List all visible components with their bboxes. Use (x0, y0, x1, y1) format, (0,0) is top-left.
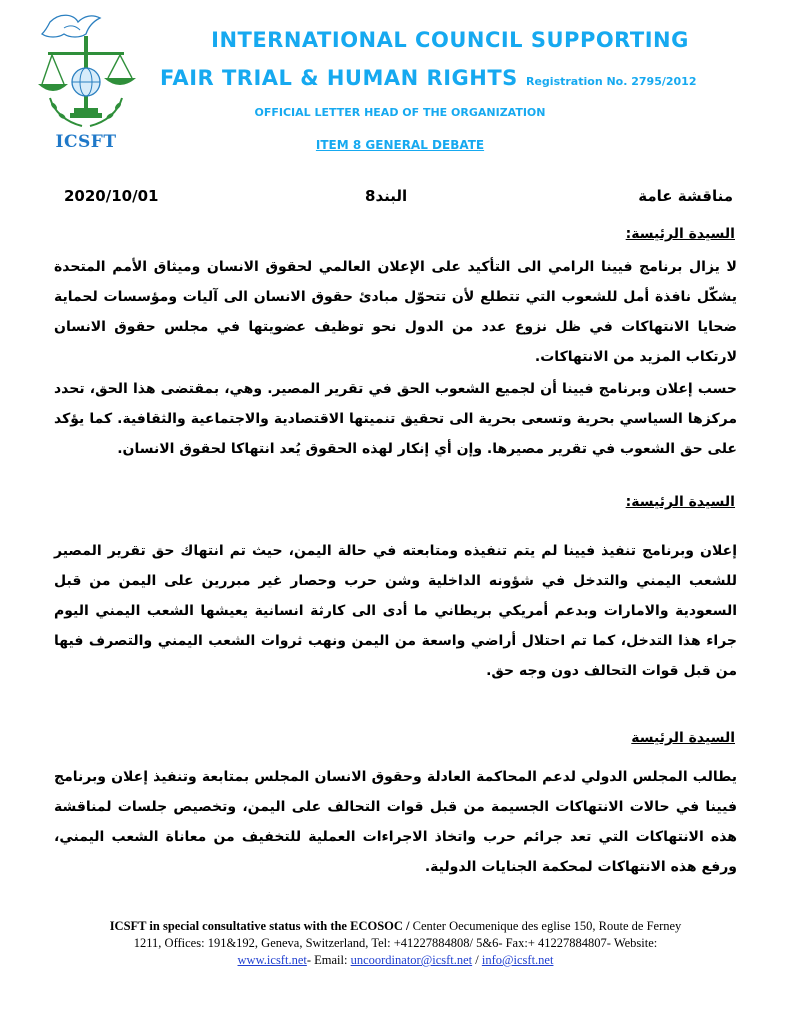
email-link-info[interactable]: info@icsft.net (481, 953, 554, 967)
footer-line2: 1211, Offices: 191&192, Geneva, Switzerland, Tel: +41227884808/ 5&6- Fax:+ 41227884807- Website: (133, 936, 658, 950)
letterhead-footer (40, 918, 751, 969)
email-label: - Email: (306, 953, 351, 967)
registration-number: Registration No. 2795/2012 (526, 75, 697, 88)
section-heading: السيدة الرئيسة (631, 730, 735, 746)
organization-name-line2: FAIR TRIAL & HUMAN RIGHTS (160, 66, 518, 90)
footer-status: ICSFT in special consultative status with the ECOSOC / (109, 919, 410, 933)
section-heading: السيدة الرئيسة: (625, 494, 735, 510)
body-paragraph: حسب إعلان وبرنامج فيينا أن لجميع الشعوب الحق في تقرير المصير. وهي، بمقتضى هذا الحق، تحدد مركزها السياسي بحرية وتسعى بحرية الى تحقيق تنميتها الاقتصادية والاجتماعية والثقافية. كما يؤكد على حق الشعوب في تقرير مصيرها. وإن أي إنكار لهذه الحقوق يُعد انتهاكا لحقوق الانسان. (54, 381, 737, 457)
body-paragraph: إعلان وبرنامج تنفيذ فيينا لم يتم تنفيذه ومتابعته في حالة اليمن، حيث تم انتهاك حق تقرير المصير للشعب اليمني والتدخل في شؤونه الداخلية وشن حرب وحصار غير مبررين على اليمن من قبل السعودية والامارات وبدعم أمريكي بريطاني ما أدى الى كارثة انسانية يعيشها الشعب اليمني اليوم جراء هذا التدخل، كما تم احتلال أراضي واسعة من اليمن ونهب ثروات الشعب اليمني والتصرف فيها من قبل قوات التحالف دون وجه حق. (54, 543, 737, 679)
letterhead-subtitle: OFFICIAL LETTER HEAD OF THE ORGANIZATION (254, 106, 546, 119)
email-separator: / (472, 953, 482, 967)
agenda-item-label: البند8 (365, 187, 408, 205)
body-paragraph: لا يزال برنامج فيينا الرامي الى التأكيد على الإعلان العالمي لحقوق الانسان وميثاق الأمم المتحدة يشكّل نافذة أمل للشعوب التي تتطلع لأن تتحوّل مبادئ حقوق الانسان الى آليات ومؤسسات لحماية ضحايا الانتهاكات في ظل نزوع عدد من الدول نحو توظيف عضويتها في مجلس حقوق الانسان لارتكاب المزيد من الانتهاكات. (54, 259, 737, 365)
section-heading: السيدة الرئيسة: (625, 226, 735, 242)
debate-topic: مناقشة عامة (638, 187, 733, 205)
agenda-item-title: ITEM 8 GENERAL DEBATE (315, 138, 485, 152)
website-link[interactable]: www.icsft.net (237, 953, 307, 967)
organization-logo (30, 8, 142, 156)
document-date: 2020/10/01 (64, 187, 159, 205)
body-paragraph: يطالب المجلس الدولي لدعم المحاكمة العادلة وحقوق الانسان المجلس بمتابعة وتنفيذ إعلان وبرنامج فيينا في حالات الانتهاكات الجسيمة من قبل قوات التحالف على اليمن، وتخصيص جلسات لمناقشة هذه الانتهاكات التي تعد جرائم حرب واتخاذ الاجراءات العملية للتخفيف من معاناة الشعب اليمني، ورفع هذه الانتهاكات لمحكمة الجنايات الدولية. (54, 769, 737, 875)
footer-line1 (40, 918, 751, 935)
footer-address: Center Oecumenique des eglise 150, Route de Ferney (409, 919, 682, 933)
email-link-coordinator[interactable]: uncoordinator@icsft.net (350, 953, 473, 967)
footer-line3 (40, 952, 751, 969)
organization-name-line1: INTERNATIONAL COUNCIL SUPPORTING (211, 28, 689, 52)
logo-wordmark: ICSFT (55, 132, 117, 152)
dove-scales-emblem (30, 8, 142, 132)
